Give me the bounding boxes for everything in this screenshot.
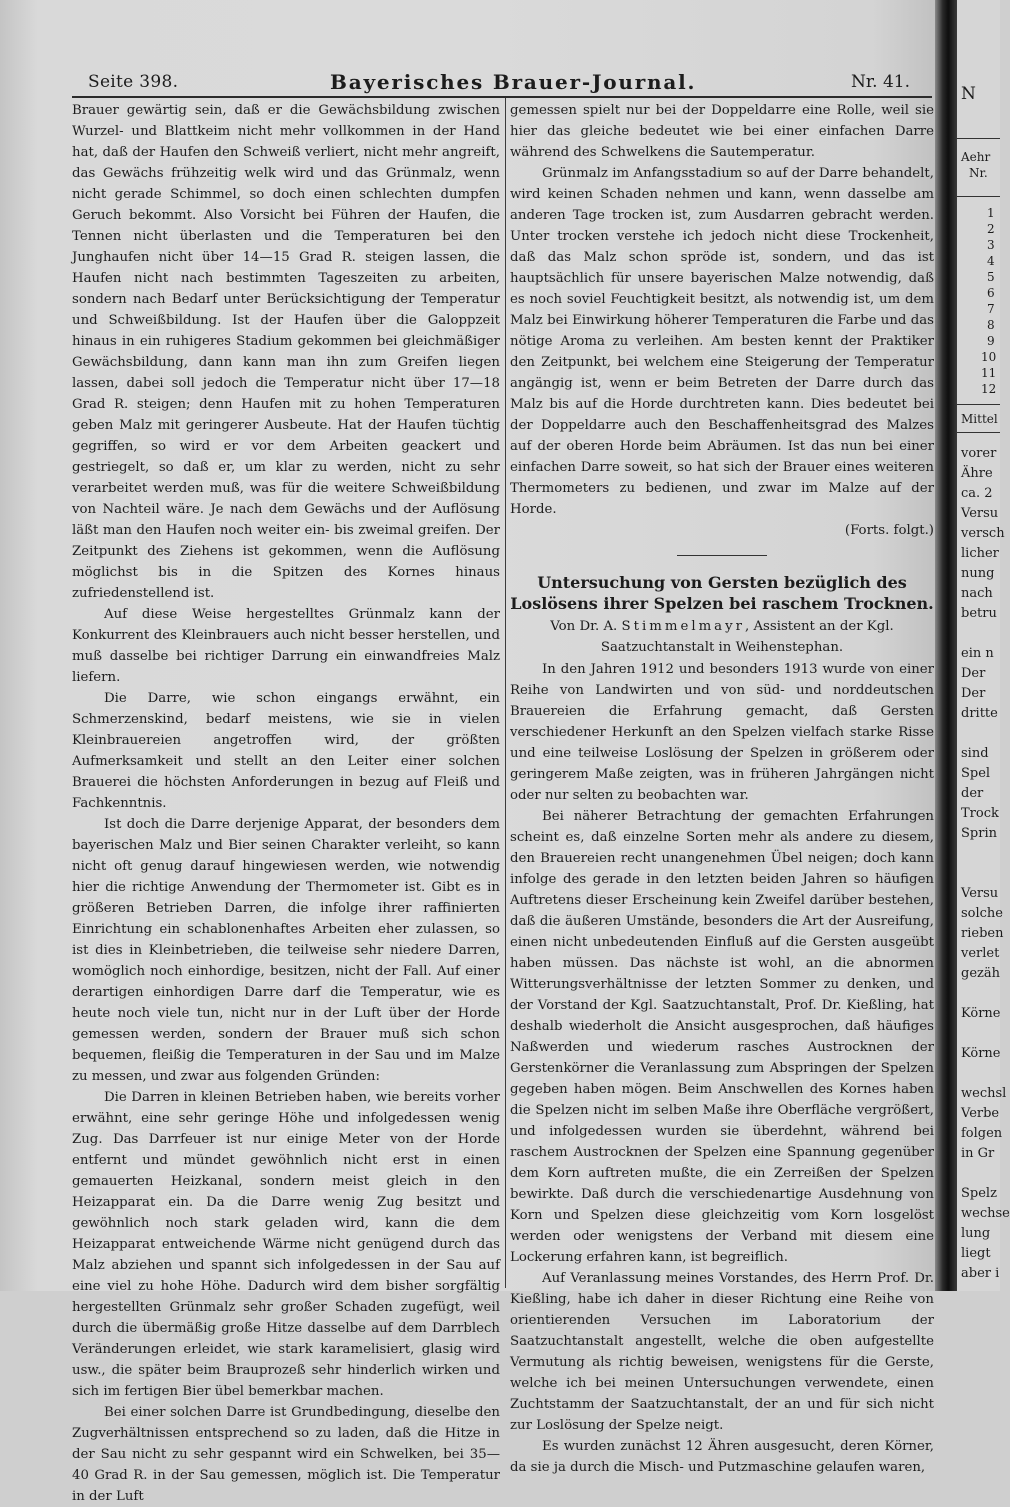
text-fragment: Spel <box>961 766 991 781</box>
table-rule <box>957 196 1000 197</box>
paragraph: gemessen spielt nur bei der Doppeldarre eine Rolle, weil sie hier das gleiche bedeutet wie bei einer einfachen Darre während des Schwelkens die Sautemperatur. <box>510 103 934 160</box>
text-fragment: ein n <box>961 646 994 661</box>
text-fragment: in Gr <box>961 1146 995 1161</box>
text-fragment: Trock <box>961 806 999 821</box>
paragraph: Auf diese Weise hergestelltes Grünmalz kann der Konkurrent des Kleinbrauers auch nicht besser herstellen, und muß dasselbe bei richtiger Darrung ein einwandfreies Malz liefern. <box>72 607 500 685</box>
table-rule <box>957 138 1000 139</box>
table-row-number: 11 <box>981 366 997 380</box>
text-fragment: verlet <box>961 946 1000 961</box>
article-byline <box>510 616 934 658</box>
text-fragment: versch <box>961 526 1005 541</box>
continuation-note: (Forts. folgt.) <box>844 523 934 538</box>
paragraph: Bei näherer Betrachtung der gemachten Erfahrungen scheint es, daß einzelne Sorten mehr als andere zu diesem, den Brauereien recht unangenehmen Übel neigen; doch kann infolge des gerade in den letzten beiden Jahren so häufigen Auftretens dieser Erscheinung kein Zweifel darüber bestehen, daß die äußeren Umstände, besonders die Art der Ausreifung, einen nicht unbedeutenden Einfluß auf die Gersten ausgeübt haben müssen. Das nächste ist wohl, an die abnormen Witterungsverhältnisse der letzten Sommer zu denken, und der Vorstand der Kgl. Saatzuchtanstalt, Prof. Dr. Kießling, hat deshalb wiederholt die Ansicht ausgesprochen, daß häufiges Naßwerden und wiederum rasches Austrocknen der Gerstenkörner die Veranlassung zum Abspringen der Spelzen gegeben haben mögen. Beim Anschwellen des Kornes haben die Spelzen nicht im selben Maße ihre Oberfläche vergrößert, und infolgedessen wurden sie überdehnt, während bei raschem Austrocknen der Spelzen eine Spannung gegenüber dem Korn auftreten mußte, die ein Zerreißen der Spelzen bewirkte. Daß durch die verschiedenartige Ausdehnung von Korn und Spelzen diese gleichzeitig vom Korn losgelöst werden oder wenigstens der Verband mit diesem eine Lockerung erfahren kann, ist begreiflich. <box>510 809 934 1265</box>
article-separator <box>677 555 767 556</box>
table-row-number: 5 <box>987 270 995 284</box>
text-fragment: lung <box>961 1226 991 1241</box>
text-fragment: Körne <box>961 1006 1001 1021</box>
text-fragment: nung <box>961 566 995 581</box>
table-row-number: 8 <box>987 318 995 332</box>
paragraph: Die Darre, wie schon eingangs erwähnt, ein Schmerzenskind, bedarf meistens, wie sie in vielen Kleinbrauereien angetroffen wird, der größten Aufmerksamkeit und stellt an den Leiter einer solchen Brauerei die höchsten Anforderungen in bezug auf Fleiß und Fachkenntnis. <box>72 691 500 811</box>
text-fragment: wechsl <box>961 1086 1007 1101</box>
text-fragment: liegt <box>961 1246 991 1261</box>
text-fragment: Versu <box>961 886 999 901</box>
book-gutter <box>935 0 957 1291</box>
table-row-number: 12 <box>981 382 997 396</box>
author-name: Stimmelmayr <box>621 619 745 634</box>
table-row-number: 6 <box>987 286 995 300</box>
table-row-number: 4 <box>987 254 995 268</box>
table-header: Nr. <box>969 166 988 180</box>
table-row-number: 3 <box>987 238 995 252</box>
text-fragment: Sprin <box>961 826 997 841</box>
table-row-number: 9 <box>987 334 995 348</box>
paragraph: Ist doch die Darre derjenige Apparat, der besonders dem bayerischen Malz und Bier seinen Charakter verleiht, so kann nicht oft genug darauf hingewiesen werden, wie notwendig hier die richtige Anwendung der Thermometer ist. Gibt es in größeren Betrieben Darren, die infolge ihrer raffinierten Einrichtung ein schablonenhaftes Arbeiten eher zulassen, so ist dies in Kleinbetrieben, die teilweise sehr niedere Darren, womöglich noch einhordige, besitzen, nicht der Fall. Auf einer derartigen einhordigen Darre darf die Temperatur, wie es heute noch viele tun, nicht nur in der Luft über der Horde gemessen werden, sondern der Brauer muß sich schon bequemen, fleißig die Temperaturen in der Sau und im Malze zu messen, und zwar aus folgenden Gründen: <box>72 817 500 1084</box>
text-fragment: solche <box>961 906 1004 921</box>
table-rule <box>957 404 1000 405</box>
table-row-number: 7 <box>987 302 995 316</box>
journal-title: Bayerisches Brauer-Journal. <box>330 70 697 94</box>
header-rule <box>72 96 932 98</box>
text-fragment: nach <box>961 586 993 601</box>
page-header <box>88 70 910 96</box>
text-fragment: Körne <box>961 1046 1001 1061</box>
paragraph: Grünmalz im Anfangsstadium so auf der Darre behandelt, wird keinen Schaden nehmen und kann, wenn dasselbe am anderen Tage trocken ist, zum Ausdarren gebracht werden. Unter trocken verstehe ich jedoch nicht diese Trockenheit, daß das Malz schon spröde ist, sondern, und das ist hauptsächlich für unsere bayerischen Malze notwendig, daß es noch soviel Feuchtigkeit besitzt, als notwendig ist, um dem Malz bei Einwirkung höherer Temperaturen die Farbe und das nötige Aroma zu verleihen. Am besten kennt der Praktiker den Zeitpunkt, bei welchem eine Steigerung der Temperatur angängig ist, wenn er beim Betreten der Darre durch das Malz bis auf die Horde durchtreten kann. Dies bedeutet bei der Doppeldarre auch den Beschaffenheitsgrad des Malzes auf der oberen Horde beim Abräumen. Ist das nun bei einer einfachen Darre soweit, so hat sich der Brauer eines weiteren Thermometers zu bedienen, und zwar im Malze auf der Horde. <box>510 166 934 517</box>
text-fragment: der <box>961 786 984 801</box>
table-header: Aehr <box>961 150 991 164</box>
paragraph: Es wurden zunächst 12 Ähren ausgesucht, deren Körner, da sie ja durch die Misch- und Putzmaschine gelaufen waren, <box>510 1439 934 1475</box>
text-fragment: Der <box>961 686 986 701</box>
table-footer: Mittel <box>961 412 998 426</box>
text-fragment: gezäh <box>961 966 1000 981</box>
paragraph: Brauer gewärtig sein, daß er die Gewächsbildung zwischen Wurzel- und Blattkeim nicht mehr vollkommen in der Hand hat, daß der Haufen den Schweiß verliert, nicht mehr angreift, das Gewächs frühzeitig welk wird und das Grünmalz, wenn nicht gerade Schimmel, so doch einen schlechten dumpfen Geruch bekommt. Also Vorsicht bei Führen der Haufen, die Tennen nicht überlasten und die Temperaturen bei den Junghaufen nicht über 14—15 Grad R. steigen lassen, die Haufen nicht nach bestimmten Tageszeiten zu arbeiten, sondern nach Bedarf unter Berücksichtigung der Temperatur und Schweißbildung. Ist der Haufen über die Galoppzeit hinaus in ein ruhigeres Stadium gekommen bei gleichmäßiger Gewächsbildung, dann kann man ihn zum Greifen liegen lassen, dabei soll jedoch die Temperatur nicht über 17—18 Grad R. steigen; denn Haufen mit zu hohen Temperaturen geben Malz mit geringerer Ausbeute. Hat der Haufen tüchtig gegriffen, so wird er vor dem Arbeiten geackert und gestriegelt, so daß er, um klar zu werden, nicht zu sehr verarbeitet werden muß, was für die weitere Schweißbildung von Nachteil wäre. Je nach dem Gewächs und der Auflösung läßt man den Haufen noch weiter ein- bis zweimal greifen. Der Zeitpunkt des Ziehens ist gekommen, wenn die Auflösung möglichst bis in die Spitzen des Kornes hinaus zufriedenstellend ist. <box>72 103 500 601</box>
text-fragment: dritte <box>961 706 998 721</box>
text-fragment: betru <box>961 606 997 621</box>
text-fragment: sind <box>961 746 989 761</box>
adjacent-page-fragment <box>957 0 1010 1291</box>
text-fragment: Spelz <box>961 1186 997 1201</box>
table-row-number: 1 <box>987 206 995 220</box>
text-fragment: folgen <box>961 1126 1003 1141</box>
text-fragment: Verbe <box>961 1106 1000 1121</box>
text-fragment: rieben <box>961 926 1004 941</box>
text-fragment: Versu <box>961 506 999 521</box>
issue-number: Nr. 41. <box>851 72 910 92</box>
text-fragment: ca. 2 <box>961 486 993 501</box>
text-fragment: Ähre <box>961 466 993 481</box>
text-fragment: aber i <box>961 1266 1000 1281</box>
paragraph: Die Darren in kleinen Betrieben haben, wie bereits vorher erwähnt, eine sehr geringe Höhe und infolgedessen wenig Zug. Das Darrfeuer ist nur einige Meter von der Horde entfernt und mündet gewöhnlich nicht erst in einen gemauerten Heizkanal, sondern meist gleich in den Heizapparat ein. Da die Darre wenig Zug besitzt und gewöhnlich noch stark geladen wird, kann die dem Heizapparat entweichende Wärme nicht genügend durch das Malz abziehen und spannt sich infolgedessen in der Sau auf eine viel zu hohe Höhe. Dadurch wird dem bisher sorgfältig hergestellten Grünmalz sehr großer Schaden zugefügt, weil durch die übermäßig große Hitze dasselbe auf dem Darrblech Veränderungen erleidet, wie stark karamelisiert, glasig wird usw., die später beim Brauprozeß sehr hinderlich wirken und sich im fertigen Bier übel bemerkbar machen. <box>72 1090 500 1399</box>
article-title: Untersuchung von Gersten bezüglich des Loslösens ihrer Spelzen bei raschem Trocknen. <box>510 573 934 613</box>
left-column <box>72 100 500 1504</box>
paragraph: Auf Veranlassung meines Vorstandes, des Herrn Prof. Dr. Kießling, habe ich daher in dieser Richtung eine Reihe von orientierenden Versuchen im Laboratorium der Saatzuchtanstalt angestellt, welche die oben aufgestellte Vermutung als richtig beweisen, wenigstens für die Gerste, welche ich bei meinen Untersuchungen verwendete, einen Zuchtstamm der Saatzuchtanstalt, der an und für sich nicht zur Loslösung der Spelze neigt. <box>510 1271 934 1433</box>
text-fragment: wechse <box>961 1206 1010 1221</box>
text-fragment: vorer <box>961 446 997 461</box>
paragraph: Bei einer solchen Darre ist Grundbedingung, dieselbe den Zugverhältnissen entsprechend so zu laden, daß die Hitze in der Sau nicht zu sehr gespannt wird ein Schwelken, bei 35—40 Grad R. in der Sau gemessen, möglich ist. Die Temperatur in der Luft <box>72 1405 500 1504</box>
byline-prefix: Von Dr. A. <box>550 619 618 634</box>
page-number: Seite 398. <box>88 72 179 92</box>
right-column <box>510 100 934 1475</box>
table-row-number: 10 <box>981 350 997 364</box>
paragraph: In den Jahren 1912 und besonders 1913 wurde von einer Reihe von Landwirten und von süd- und norddeutschen Brauereien die Erfahrung gemacht, daß Gersten verschiedener Herkunft an den Spelzen vielfach starke Risse und eine teilweise Loslösung der Spelzen in größerem oder geringerem Maße zeigten, was in früheren Jahrgängen nicht oder nur selten zu beobachten war. <box>510 662 934 803</box>
column-divider <box>505 98 506 1288</box>
table-row-number: 2 <box>987 222 995 236</box>
text-fragment: Der <box>961 666 986 681</box>
byline-suffix: , Assistent an der Kgl. Saatzuchtanstalt in Weihenstephan. <box>600 619 894 655</box>
text-fragment: licher <box>961 546 999 561</box>
table-rule <box>957 432 1000 433</box>
adjacent-header-fragment: N <box>961 84 976 104</box>
